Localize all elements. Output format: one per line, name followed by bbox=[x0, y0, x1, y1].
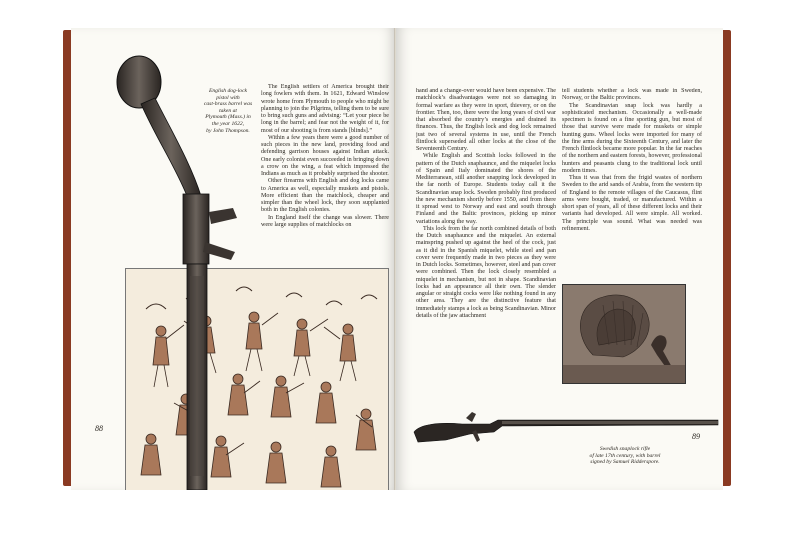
left-text-column bbox=[261, 84, 389, 272]
caption-line: pistol with bbox=[216, 94, 240, 101]
open-book bbox=[63, 28, 731, 490]
paragraph: While English and Scottish locks followed in the pattern of the Dutch snaphaunce, and the miquelet locks of Spain and Italy dominated the shores of the Mediterranean, still another snapping lock developed in the far north of Europe. Students today call it the Scandinavian snap lock. Sweden probably first produced the new mechanism shortly before 1550, and from there it spread west to Norway and east and south through Finland and the Baltic provinces, picking up minor variations along the way. bbox=[416, 153, 556, 225]
turkey-engraving-image bbox=[562, 284, 686, 384]
caption-line: cast-brass barrel was bbox=[203, 101, 253, 108]
caption-line: taken at bbox=[219, 107, 237, 114]
page-number-left: 88 bbox=[95, 424, 103, 433]
paragraph: hand and a change-over would have been expensive. The matchlock’s disadvantages were not so damaging in formal warfare as they were in sport, thievery, or on the frontier. Then, too, there were the long years of civil war that absorbed the country’s energies and drained its finances. Thus, the English lock and dog lock remained just two of several systems in use, until the French flintlock superseded all other locks at the close of the Seventeenth Century. bbox=[416, 88, 556, 152]
paragraph: Within a few years there were a good number of such pieces in the new land, providing food and defending garrison houses against Indian attack. One early colonist even succeeded in bringing down a crow on the wing, a feat which impressed the Indians as much as it probably surprised the shooter. bbox=[261, 134, 389, 177]
paragraph: The English settlers of America brought their long fowlers with them. In 1621, Edward Winslow wrote home from Plymouth to people who might be planning to join the Pilgrims, telling them to be sure to bring such guns and advising: “Let your piece be long in the barrel; and fear not the weight of it, for most of our shooting is from stands [blinds].” bbox=[261, 84, 389, 134]
paragraph: This lock from the far north combined details of both the Dutch snaphaunce and the miquelet. An external mainspring pushed up against the heel of the cock, just as it did in the Spanish miquelet, while steel and pan cover were frequently made in two pieces as they were in Dutch locks. Sometimes, however, steel and pan cover were combined. Then the lock closely resembled a miquelet in mechanism, but not in shape. Scandinavian locks had an appearance all their own. The slender angular or straight cocks were like nothing found in any other area. They are the distinctive feature that immediately stamps a lock as being Scandinavian. Minor details of the jaw attachment bbox=[416, 225, 556, 319]
paragraph: The Scandinavian snap lock was hardly a sophisticated mechanism. Occasionally a well-made specimen is found on a fine sporting gun, but most of those that survive were made for muskets or simple hunting guns. Wheel locks were imported for many of the fine arms during the Sixteenth Century, and later the French flintlock became more popular. In the far reaches of the northern and eastern forests, however, professional hunters and peasants clung to the traditional lock until modern times. bbox=[562, 102, 702, 174]
caption-line: Swedish snaplock rifle bbox=[599, 446, 651, 452]
caption-line: of late 17th century, with barrel bbox=[589, 452, 661, 459]
right-text-column-1 bbox=[416, 88, 556, 404]
rifle-caption bbox=[562, 446, 688, 466]
caption-line: signed by Samuel Ridderspore. bbox=[590, 459, 660, 466]
right-page bbox=[396, 28, 723, 490]
paragraph: Other firearms with English and dog locks came to America as well, especially muskets and pistols. More efficient than the matchlock, cheaper and simpler than the wheel lock, they soon supplanted both in the English colonies. bbox=[261, 178, 389, 214]
paragraph: Thus it was that from the frigid wastes of northern Sweden to the arid sands of Arabia, from the western tip of England to the remote villages of the Caucasus, flint arms were bought, traded, or manufactured. Within a short span of years, all of these different locks and their variants had developed. All were simple. All worked. The principle was sound. What was needed was refinement. bbox=[562, 175, 702, 232]
caption-line: Plymouth (Mass.) in bbox=[205, 114, 251, 121]
pistol-caption bbox=[189, 88, 267, 134]
swedish-snaplock-rifle-image bbox=[410, 410, 722, 450]
caption-line: English dog-lock bbox=[208, 88, 248, 94]
right-text-column-2 bbox=[562, 88, 702, 274]
paragraph: In England itself the change was slower. There were large supplies of matchlocks on bbox=[261, 214, 389, 228]
page-number-right: 89 bbox=[692, 432, 700, 441]
paragraph: tell students whether a lock was made in Sweden, Norway, or the Baltic provinces. bbox=[562, 88, 702, 102]
caption-line: the year 1622, bbox=[211, 120, 245, 127]
left-page bbox=[71, 28, 396, 490]
caption-line: by John Thompson. bbox=[206, 127, 250, 134]
